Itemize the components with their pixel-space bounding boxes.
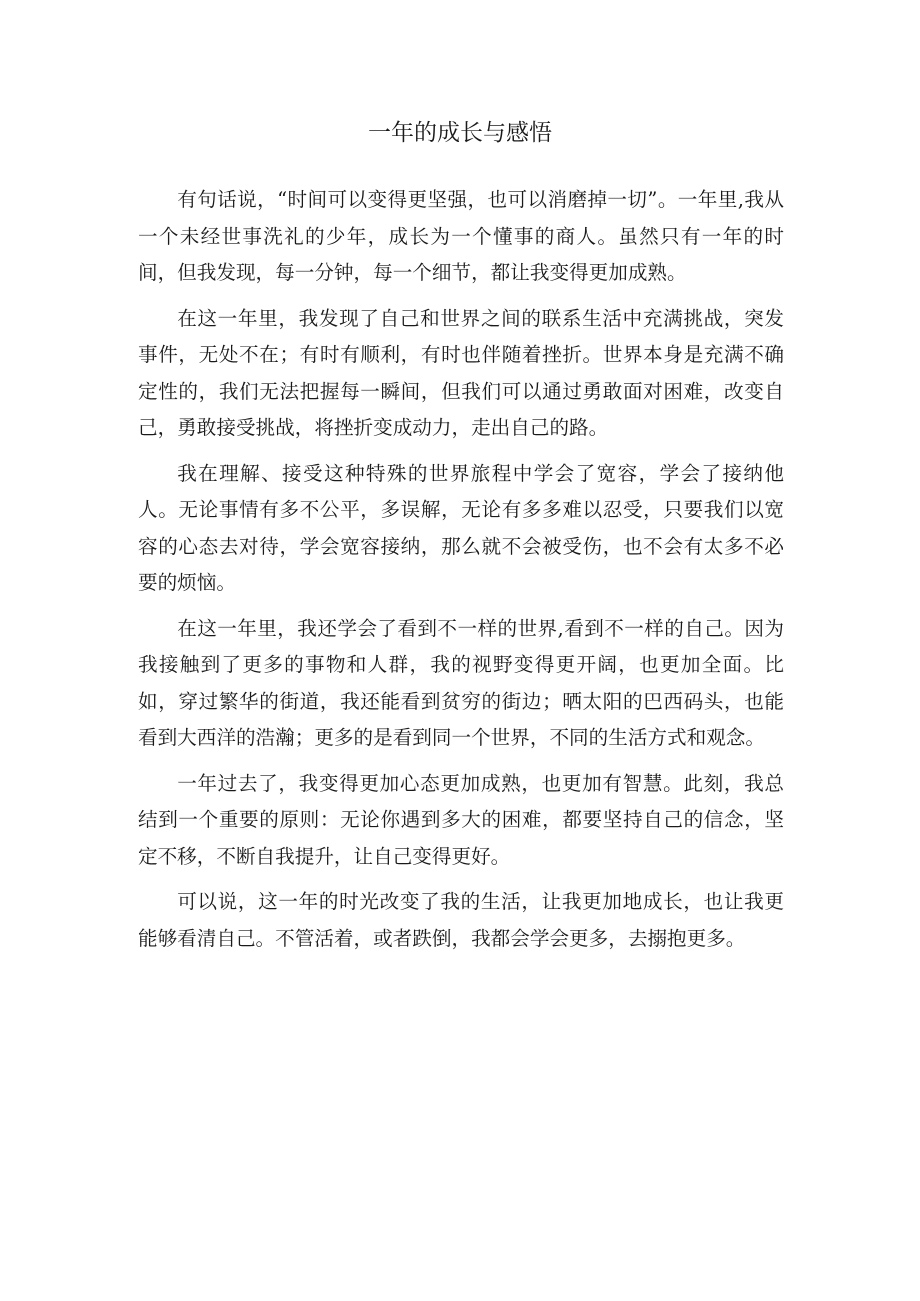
paragraph-4: 在这一年里，我还学会了看到不一样的世界,看到不一样的自己。因为我接触到了更多的事物和人群，我的视野变得更开阔，也更加全面。比如，穿过繁华的街道，我还能看到贫穷的街边；晒太阳的巴西码头，也能看到大西洋的浩瀚；更多的是看到同一个世界，不同的生活方式和观念。: [138, 616, 784, 749]
document-body: [138, 182, 784, 966]
paragraph-6: 可以说，这一年的时光改变了我的生活，让我更加地成长，也让我更能够看清自己。不管活着，或者跌倒，我都会学会更多，去搦抱更多。: [138, 890, 784, 950]
paragraph-3: 我在理解、接受这种特殊的世界旅程中学会了宽容，学会了接纳他人。无论事情有多不公平，多误解，无论有多多难以忍受，只要我们以宽容的心态去对待，学会宽容接纳，那么就不会被受伤，也不会有太多不必要的烦恼。: [138, 461, 784, 594]
paragraph-2: 在这一年里，我发现了自己和世界之间的联系生活中充满挑战，突发事件，无处不在；有时有顺利，有时也伴随着挫折。世界本身是充满不确定性的，我们无法把握每一瞬间，但我们可以通过勇敢面对困难，改变自己，勇敢接受挑战，将挫折变成动力，走出自己的路。: [138, 306, 784, 439]
paragraph-5: 一年过去了，我变得更加心态更加成熟，也更加有智慧。此刻，我总结到一个重要的原则：无论你遇到多大的困难，都要坚持自己的信念，坚定不移，不断自我提升，让自己变得更好。: [138, 771, 784, 868]
document-title: 一年的成长与感悟: [368, 120, 552, 146]
paragraph-1: 有句话说，“时间可以变得更坚强，也可以消磨掉一切”。一年里,我从一个未经世事洗礼的少年，成长为一个懂事的商人。虽然只有一年的时间，但我发现，每一分钟，每一个细节，都让我变得更加成熟。: [138, 188, 784, 284]
